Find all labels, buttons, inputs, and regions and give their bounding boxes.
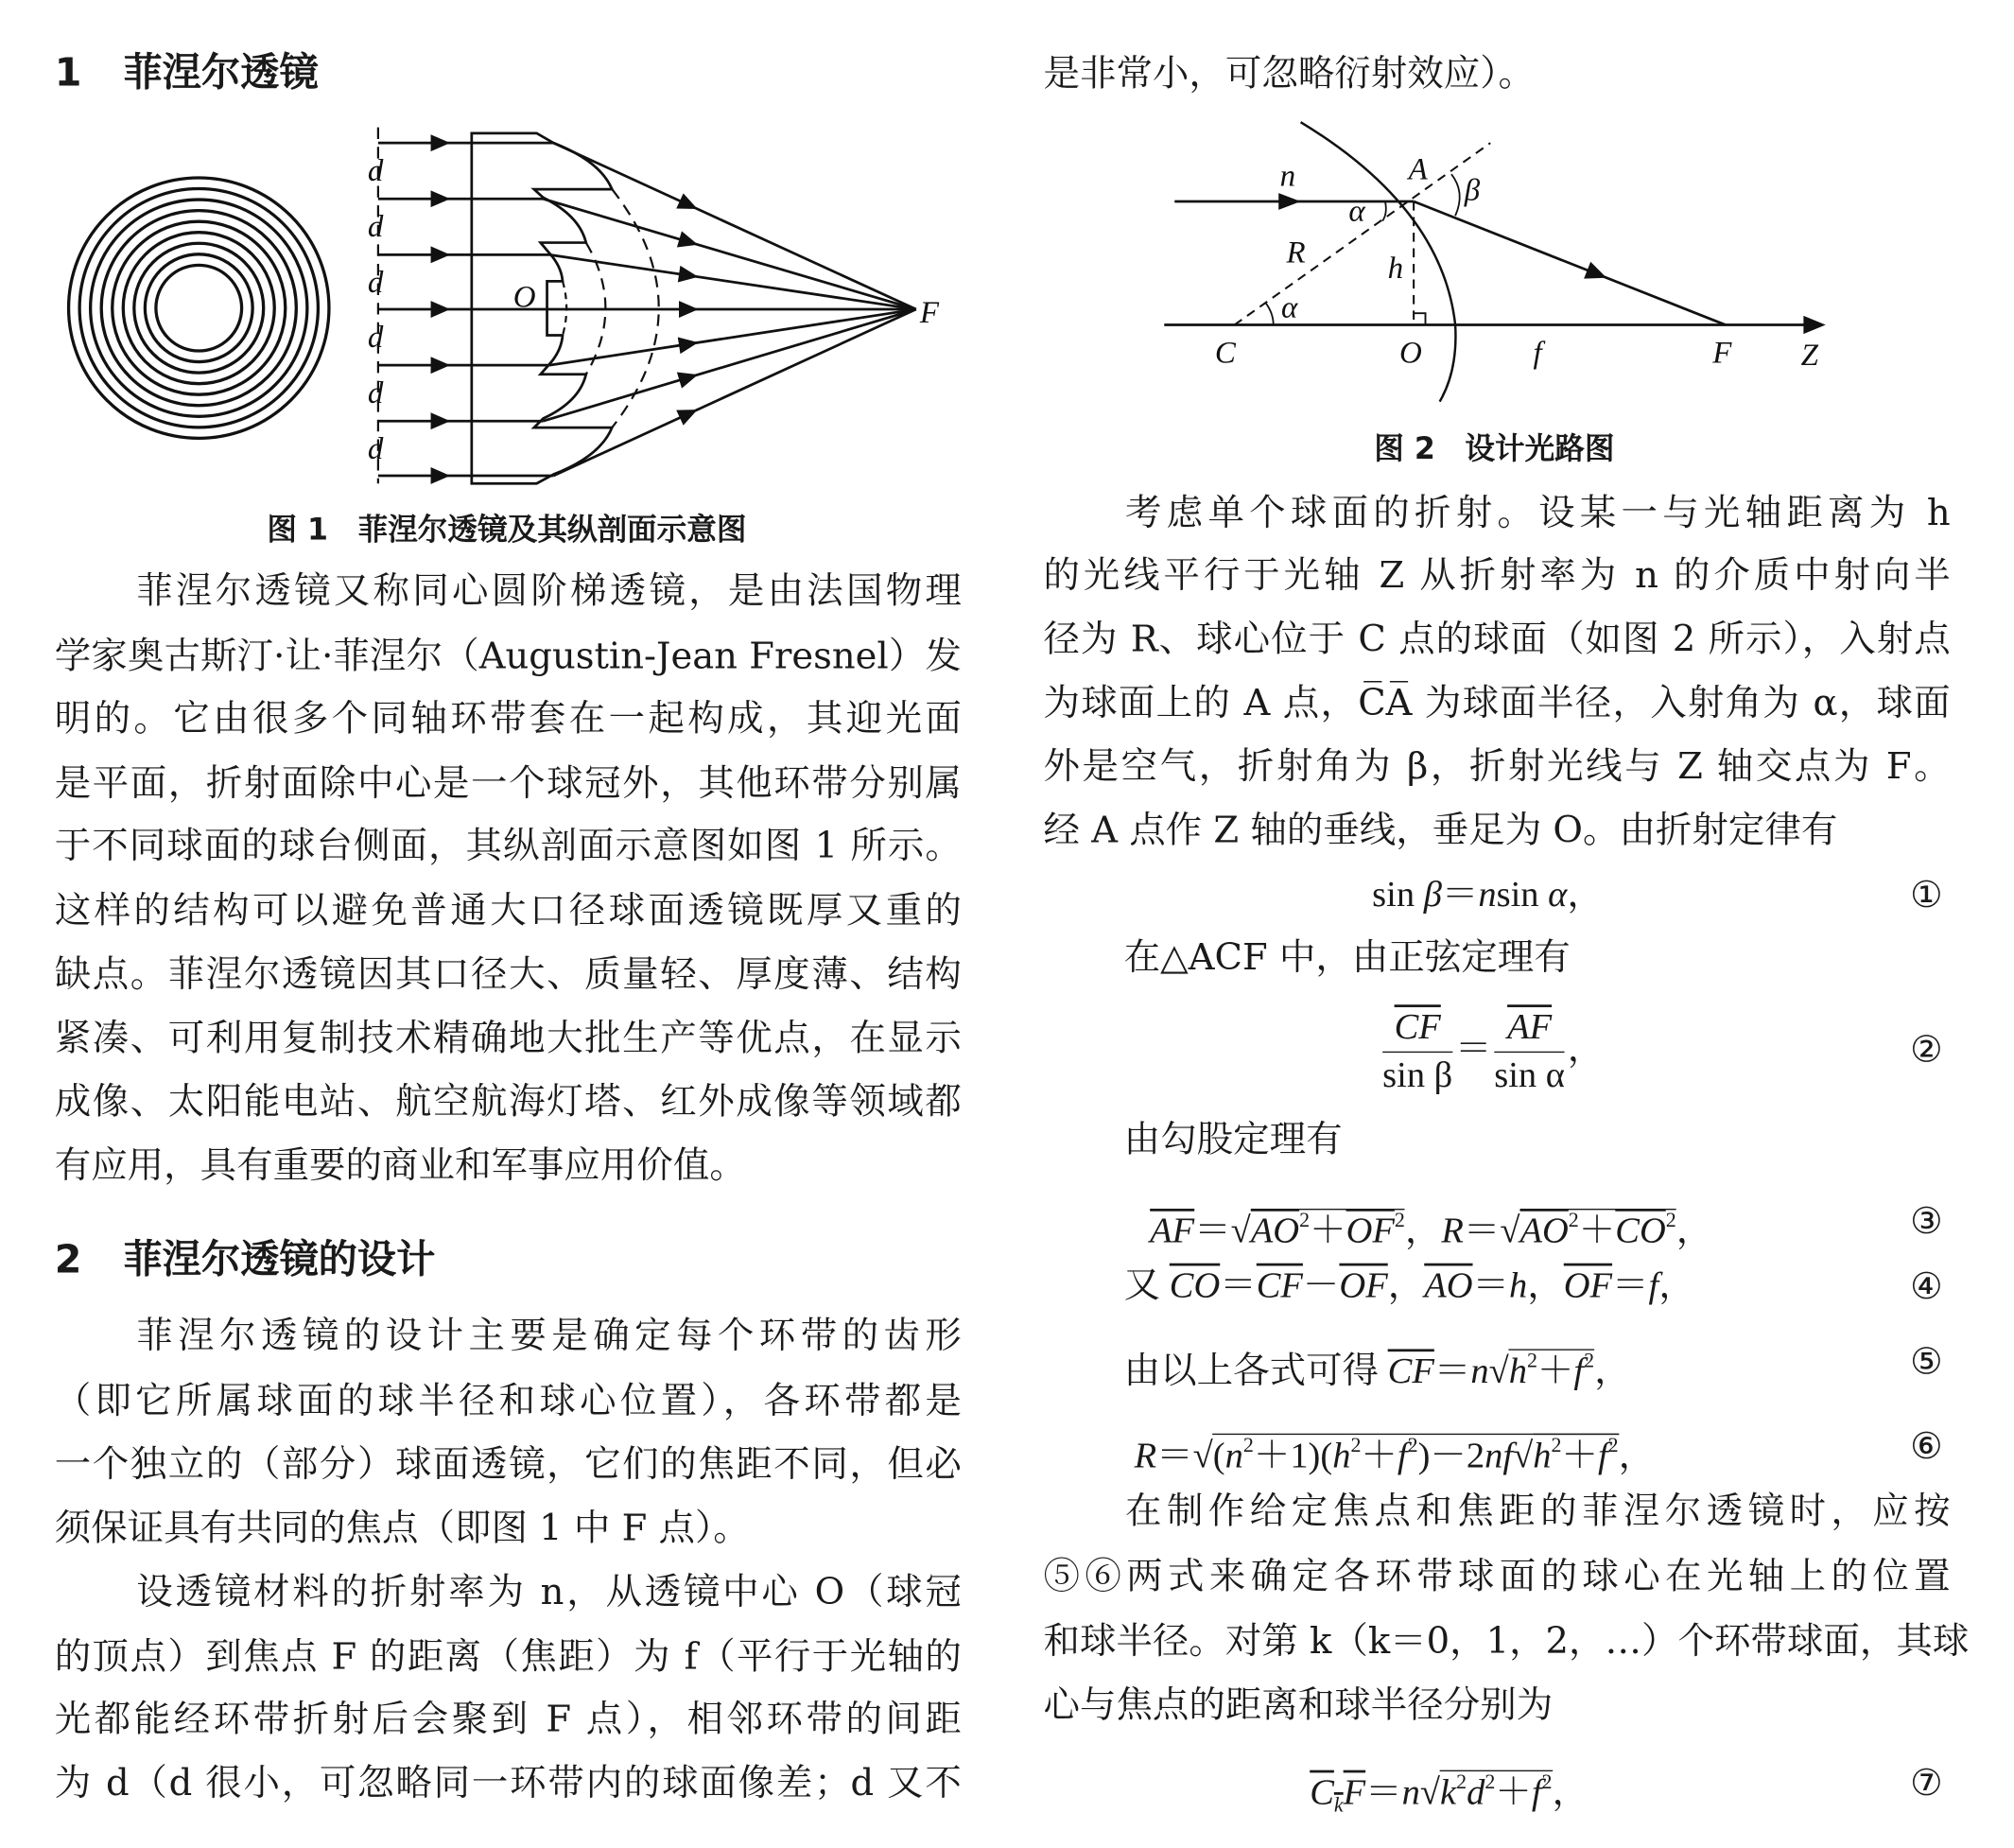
ray-arrow-icon bbox=[678, 266, 699, 283]
math-token: － bbox=[1302, 1265, 1340, 1307]
equation-6 bbox=[1134, 1418, 1656, 1477]
math-token: C bbox=[1310, 1772, 1334, 1814]
math-token: $\overline{OF}$ bbox=[1339, 1265, 1388, 1307]
math-token: 2 bbox=[1551, 1435, 1562, 1457]
ray-arrow-icon bbox=[677, 373, 698, 389]
equation-2-number: ② bbox=[1910, 1027, 1943, 1072]
math-token: ， bbox=[1387, 1265, 1425, 1307]
ray-arrow-icon bbox=[431, 190, 451, 207]
math-token: $\overline{AO}$ bbox=[1424, 1265, 1473, 1307]
math-token: ＝ bbox=[1612, 1265, 1649, 1307]
incident-ray-arrow-icon bbox=[1278, 193, 1300, 210]
math-token: √ bbox=[1419, 1772, 1441, 1814]
math-token: k bbox=[1440, 1772, 1457, 1814]
ring bbox=[156, 265, 242, 351]
alpha-arc-top bbox=[1382, 201, 1386, 221]
math-token: α bbox=[1548, 874, 1568, 915]
math-token: 2 bbox=[1584, 1350, 1595, 1373]
equation-5 bbox=[1124, 1334, 1631, 1390]
label-F: F bbox=[1712, 336, 1732, 371]
label-d: d bbox=[367, 432, 384, 467]
math-token: AO bbox=[1250, 1211, 1300, 1252]
ray-arrow-icon bbox=[431, 467, 451, 484]
ring bbox=[145, 254, 252, 362]
math-token: 2 bbox=[1407, 1435, 1418, 1457]
ring bbox=[69, 178, 329, 438]
math-token: h bbox=[1508, 1351, 1527, 1392]
text-line: 成像、太阳能电站、航空航海灯塔、红外成像等领域都 bbox=[54, 1079, 962, 1124]
math-token: 2 bbox=[1665, 1210, 1676, 1232]
text-line: 须保证具有共同的焦点（即图 1 中 F 点）。 bbox=[54, 1506, 750, 1550]
math-token: )－2 bbox=[1417, 1436, 1485, 1477]
math-token: √ bbox=[1513, 1436, 1534, 1477]
refracted-ray bbox=[1414, 201, 1726, 325]
paragraph-continuation: 是非常小，可忽略衍射效应）。 bbox=[1043, 51, 1535, 96]
math-token: ＝ bbox=[1441, 874, 1479, 915]
text-line: 紧凑、可利用复制技术精确地大批生产等优点，在显示 bbox=[54, 1016, 962, 1059]
math-token: ＝√ bbox=[1156, 1436, 1213, 1477]
ray-arrow-icon bbox=[677, 231, 698, 247]
math-token: h bbox=[1533, 1436, 1552, 1477]
text-line: 菲涅尔透镜的设计主要是确定每个环带的齿形 bbox=[136, 1314, 962, 1357]
figure-2-optical-path-diagram bbox=[1164, 122, 1825, 401]
equation-7-number: ⑦ bbox=[1910, 1761, 1943, 1804]
math-token: d bbox=[1467, 1772, 1485, 1814]
text-line: （即它所属球面的球半径和球心位置），各环带都是 bbox=[54, 1379, 962, 1422]
math-token: 2 bbox=[1607, 1435, 1619, 1457]
pythagoras-text: 由勾股定理有 bbox=[1123, 1117, 1343, 1161]
text-line: 这样的结构可以避免普通大口径球面透镜既厚又重的 bbox=[54, 888, 962, 933]
math-token: ， bbox=[1567, 874, 1604, 915]
ray-arrow-icon bbox=[431, 357, 451, 374]
equation-7 bbox=[1310, 1754, 1589, 1818]
ray-arrow-icon bbox=[431, 301, 451, 318]
text-line: 径为 R、球心位于 C 点的球面（如图 2 所示），入射点 bbox=[1043, 617, 1951, 661]
math-token: n bbox=[1401, 1772, 1420, 1814]
equation-1 bbox=[1372, 867, 1604, 924]
math-token: n bbox=[1224, 1436, 1243, 1477]
text-line: 的顶点）到焦点 F 的距离（焦距）为 f（平行于光轴的 bbox=[54, 1634, 962, 1679]
math-token: f bbox=[1531, 1772, 1542, 1814]
refracted-ray bbox=[553, 309, 915, 476]
math-token: ＝ bbox=[1433, 1351, 1471, 1392]
math-token: R bbox=[1441, 1211, 1464, 1252]
label-alpha-bottom: α bbox=[1280, 290, 1298, 325]
text-line: 于不同球面的球台侧面，其纵剖面示意图如图 1 所示。 bbox=[54, 824, 962, 867]
fraction-right bbox=[1494, 1004, 1565, 1099]
text-line: 设透镜材料的折射率为 n，从透镜中心 O（球冠 bbox=[136, 1570, 962, 1613]
math-token: ， bbox=[1658, 1265, 1695, 1307]
math-token: ＋ bbox=[1495, 1772, 1532, 1814]
label-R: R bbox=[1286, 235, 1306, 270]
text-line: 外是空气，折射角为 β，折射光线与 Z 轴交点为 F。 bbox=[1043, 744, 1951, 788]
label-Z: Z bbox=[1800, 339, 1818, 374]
radicand bbox=[1440, 1770, 1553, 1813]
math-token: 2 bbox=[1541, 1771, 1553, 1794]
figure-2-caption: 图 2 设计光路图 bbox=[1374, 432, 1615, 467]
math-token: h bbox=[1332, 1436, 1351, 1477]
text-line: 的光线平行于光轴 Z 从折射率为 n 的介质中射向半 bbox=[1043, 553, 1951, 597]
text-line: 在制作给定焦点和焦距的菲涅尔透镜时，应按 bbox=[1125, 1489, 1951, 1533]
ray-arrow-icon bbox=[431, 134, 451, 151]
normal-dashed-line bbox=[1234, 143, 1490, 324]
right-angle-mark bbox=[1414, 313, 1425, 324]
ring bbox=[101, 211, 296, 406]
math-token: ， bbox=[1675, 1211, 1713, 1252]
label-f: f bbox=[1533, 336, 1542, 371]
denominator-sin-beta: sin β bbox=[1382, 1055, 1453, 1096]
ring bbox=[79, 189, 318, 427]
math-token: 由以上各式可得 bbox=[1123, 1351, 1388, 1392]
math-token: ＝ bbox=[1472, 1265, 1510, 1307]
equation-1-number: ① bbox=[1910, 873, 1943, 916]
figure-1-fresnel-lens-diagram bbox=[69, 128, 940, 484]
text-line: 和球半径。对第 k（k＝0，1，2，…）个环带球面，其球 bbox=[1043, 1619, 1970, 1663]
math-token: ， bbox=[1594, 1351, 1631, 1392]
math-token: AO bbox=[1519, 1211, 1569, 1252]
label-h: h bbox=[1387, 252, 1404, 287]
label-d: d bbox=[367, 320, 384, 355]
math-token: ＋ bbox=[1361, 1436, 1398, 1477]
equation-4-number: ④ bbox=[1910, 1264, 1943, 1308]
math-token: ＝√ bbox=[1194, 1211, 1251, 1252]
label-beta: β bbox=[1464, 173, 1481, 208]
math-token: $\overline{CO}$ bbox=[1169, 1265, 1221, 1307]
equals-sign: ＝ bbox=[1454, 1029, 1492, 1070]
fraction-left bbox=[1382, 1004, 1452, 1099]
math-group bbox=[1310, 1772, 1366, 1818]
math-token: ＝√ bbox=[1463, 1211, 1520, 1252]
text-line: 考虑单个球面的折射。设某一与光轴距离为 h bbox=[1125, 491, 1951, 534]
alpha-arc-bottom bbox=[1265, 303, 1273, 324]
text-line: 菲涅尔透镜又称同心圆阶梯透镜，是由法国物理 bbox=[136, 568, 962, 613]
text-line: 明的。它由很多个同轴环带套在一起构成，其迎光面 bbox=[54, 696, 962, 740]
math-token: 2 bbox=[1568, 1210, 1579, 1232]
math-token: f bbox=[1397, 1436, 1408, 1477]
text-line: 心与焦点的距离和球半径分别为 bbox=[1043, 1682, 1554, 1726]
text-line: 为球面上的 A 点，C̅A̅ 为球面半径，入射角为 α，球面 bbox=[1043, 681, 1951, 724]
math-token: ＋1)( bbox=[1253, 1436, 1333, 1477]
math-token: ， bbox=[1404, 1211, 1442, 1252]
denominator-sin-alpha: sin α bbox=[1494, 1055, 1565, 1096]
math-token: nf bbox=[1484, 1436, 1514, 1477]
math-token: 2 bbox=[1242, 1435, 1254, 1457]
math-token: 2 bbox=[1394, 1210, 1405, 1232]
radicand bbox=[1509, 1349, 1594, 1391]
text-line: 一个独立的（部分）球面透镜，它们的焦距不同，但必 bbox=[54, 1442, 962, 1486]
refracted-ray bbox=[543, 199, 915, 309]
math-token: h bbox=[1509, 1265, 1528, 1307]
ring bbox=[134, 243, 264, 373]
text-line: 有应用，具有重要的商业和军事应用价值。 bbox=[54, 1143, 746, 1187]
text-line: 学家奥古斯汀·让·菲涅尔（Augustin-Jean Fresnel）发 bbox=[54, 634, 962, 677]
math-token: 又 bbox=[1123, 1265, 1170, 1307]
math-token: ＝ bbox=[1220, 1265, 1257, 1307]
label-d: d bbox=[367, 266, 384, 301]
math-token: f bbox=[1597, 1436, 1608, 1477]
math-token: sin bbox=[1496, 874, 1549, 915]
numerator-af: $\overline{AF}$ bbox=[1494, 1004, 1565, 1053]
axis-arrow-icon bbox=[1803, 316, 1825, 334]
equation-2 bbox=[1380, 996, 1604, 1105]
math-token: ( bbox=[1212, 1436, 1225, 1477]
numerator-cf: $\overline{CF}$ bbox=[1382, 1004, 1452, 1053]
label-d: d bbox=[367, 154, 384, 189]
radicand bbox=[1519, 1209, 1675, 1251]
label-d: d bbox=[367, 376, 384, 411]
text-line: 经 A 点作 Z 轴的垂线，垂足为 O。由折射定律有 bbox=[1043, 808, 1838, 852]
text-line: ⑤⑥两式来确定各环带球面的球心在光轴上的位置 bbox=[1043, 1554, 1951, 1597]
math-token: $\overline{CF}$ bbox=[1256, 1265, 1303, 1307]
ray-arrow-icon bbox=[678, 337, 699, 354]
light-rays bbox=[378, 134, 916, 484]
math-token: F bbox=[1343, 1772, 1366, 1814]
equation-3 bbox=[1150, 1194, 1712, 1250]
math-token: √ bbox=[1488, 1351, 1509, 1392]
math-token: n bbox=[1470, 1351, 1489, 1392]
label-alpha-top: α bbox=[1348, 194, 1365, 229]
equation-3-number: ③ bbox=[1910, 1199, 1943, 1243]
math-token: n bbox=[1478, 874, 1497, 915]
math-token: $\overline{CF}$ bbox=[1387, 1351, 1434, 1392]
sine-rule-text: 在△ACF 中，由正弦定理有 bbox=[1123, 935, 1571, 979]
section-2-number: 2 bbox=[54, 1237, 82, 1283]
label-F: F bbox=[919, 295, 940, 330]
comma: ， bbox=[1567, 1029, 1605, 1070]
equation-4 bbox=[1124, 1258, 1695, 1315]
math-token: 2 bbox=[1456, 1771, 1467, 1794]
math-token: ＝ bbox=[1365, 1772, 1402, 1814]
math-token: $\overline{AF}$ bbox=[1150, 1211, 1195, 1252]
math-token: 2 bbox=[1299, 1210, 1311, 1232]
radicand bbox=[1251, 1209, 1405, 1251]
section-1-title: 菲涅尔透镜 bbox=[123, 50, 319, 96]
math-token: ， bbox=[1527, 1265, 1564, 1307]
ray-arrow-icon bbox=[431, 246, 451, 263]
radicand bbox=[1533, 1434, 1618, 1476]
math-token: 2 bbox=[1350, 1435, 1362, 1457]
math-token: 2 bbox=[1484, 1771, 1496, 1794]
label-O: O bbox=[512, 280, 536, 315]
figure-1-caption: 图 1 菲涅尔透镜及其纵剖面示意图 bbox=[267, 513, 747, 548]
label-C: C bbox=[1214, 336, 1236, 371]
math-token: 2 bbox=[1526, 1350, 1537, 1373]
math-token: ， bbox=[1552, 1772, 1589, 1814]
math-token: ＋ bbox=[1310, 1211, 1346, 1252]
math-token: $\overline{OF}$ bbox=[1563, 1265, 1613, 1307]
label-O: O bbox=[1399, 336, 1422, 371]
math-token: $\overline{CO}$ bbox=[1615, 1211, 1666, 1252]
math-token: ＋ bbox=[1537, 1351, 1574, 1392]
refracted-ray-arrow-icon bbox=[1584, 262, 1606, 279]
label-n: n bbox=[1279, 159, 1296, 194]
concentric-rings bbox=[69, 178, 329, 438]
label-A: A bbox=[1408, 152, 1428, 187]
ray-arrow-icon bbox=[431, 412, 451, 429]
math-token: ＋ bbox=[1561, 1436, 1598, 1477]
math-token: R bbox=[1134, 1436, 1157, 1477]
math-token: sin bbox=[1372, 874, 1424, 915]
refracted-ray bbox=[543, 309, 915, 421]
section-2-title: 菲涅尔透镜的设计 bbox=[123, 1237, 436, 1283]
math-token: β bbox=[1423, 874, 1442, 915]
equation-5-number: ⑤ bbox=[1910, 1339, 1943, 1384]
refracted-ray bbox=[553, 143, 915, 309]
math-token: $\overline{OF}$ bbox=[1346, 1211, 1395, 1252]
math-token: ， bbox=[1618, 1436, 1656, 1477]
ray-arrow-icon bbox=[679, 301, 699, 318]
text-line: 为 d（d 很小，可忽略同一环带内的球面像差；d 又不 bbox=[54, 1761, 962, 1804]
math-token: k bbox=[1333, 1794, 1344, 1818]
label-d: d bbox=[367, 210, 384, 245]
math-token: ＋ bbox=[1578, 1211, 1616, 1252]
equation-6-number: ⑥ bbox=[1910, 1424, 1943, 1468]
math-token: f bbox=[1648, 1265, 1659, 1307]
radicand bbox=[1213, 1434, 1619, 1476]
text-line: 是平面，折射面除中心是一个球冠外，其他环带分别属 bbox=[54, 761, 962, 805]
text-line: 缺点。菲涅尔透镜因其口径大、质量轻、厚度薄、结构 bbox=[54, 952, 962, 996]
section-1-number: 1 bbox=[54, 50, 82, 96]
math-token: f bbox=[1573, 1351, 1585, 1392]
text-line: 光都能经环带折射后会聚到 F 点），相邻环带的间距 bbox=[54, 1697, 962, 1741]
ring bbox=[113, 221, 286, 394]
beta-arc bbox=[1451, 174, 1460, 216]
